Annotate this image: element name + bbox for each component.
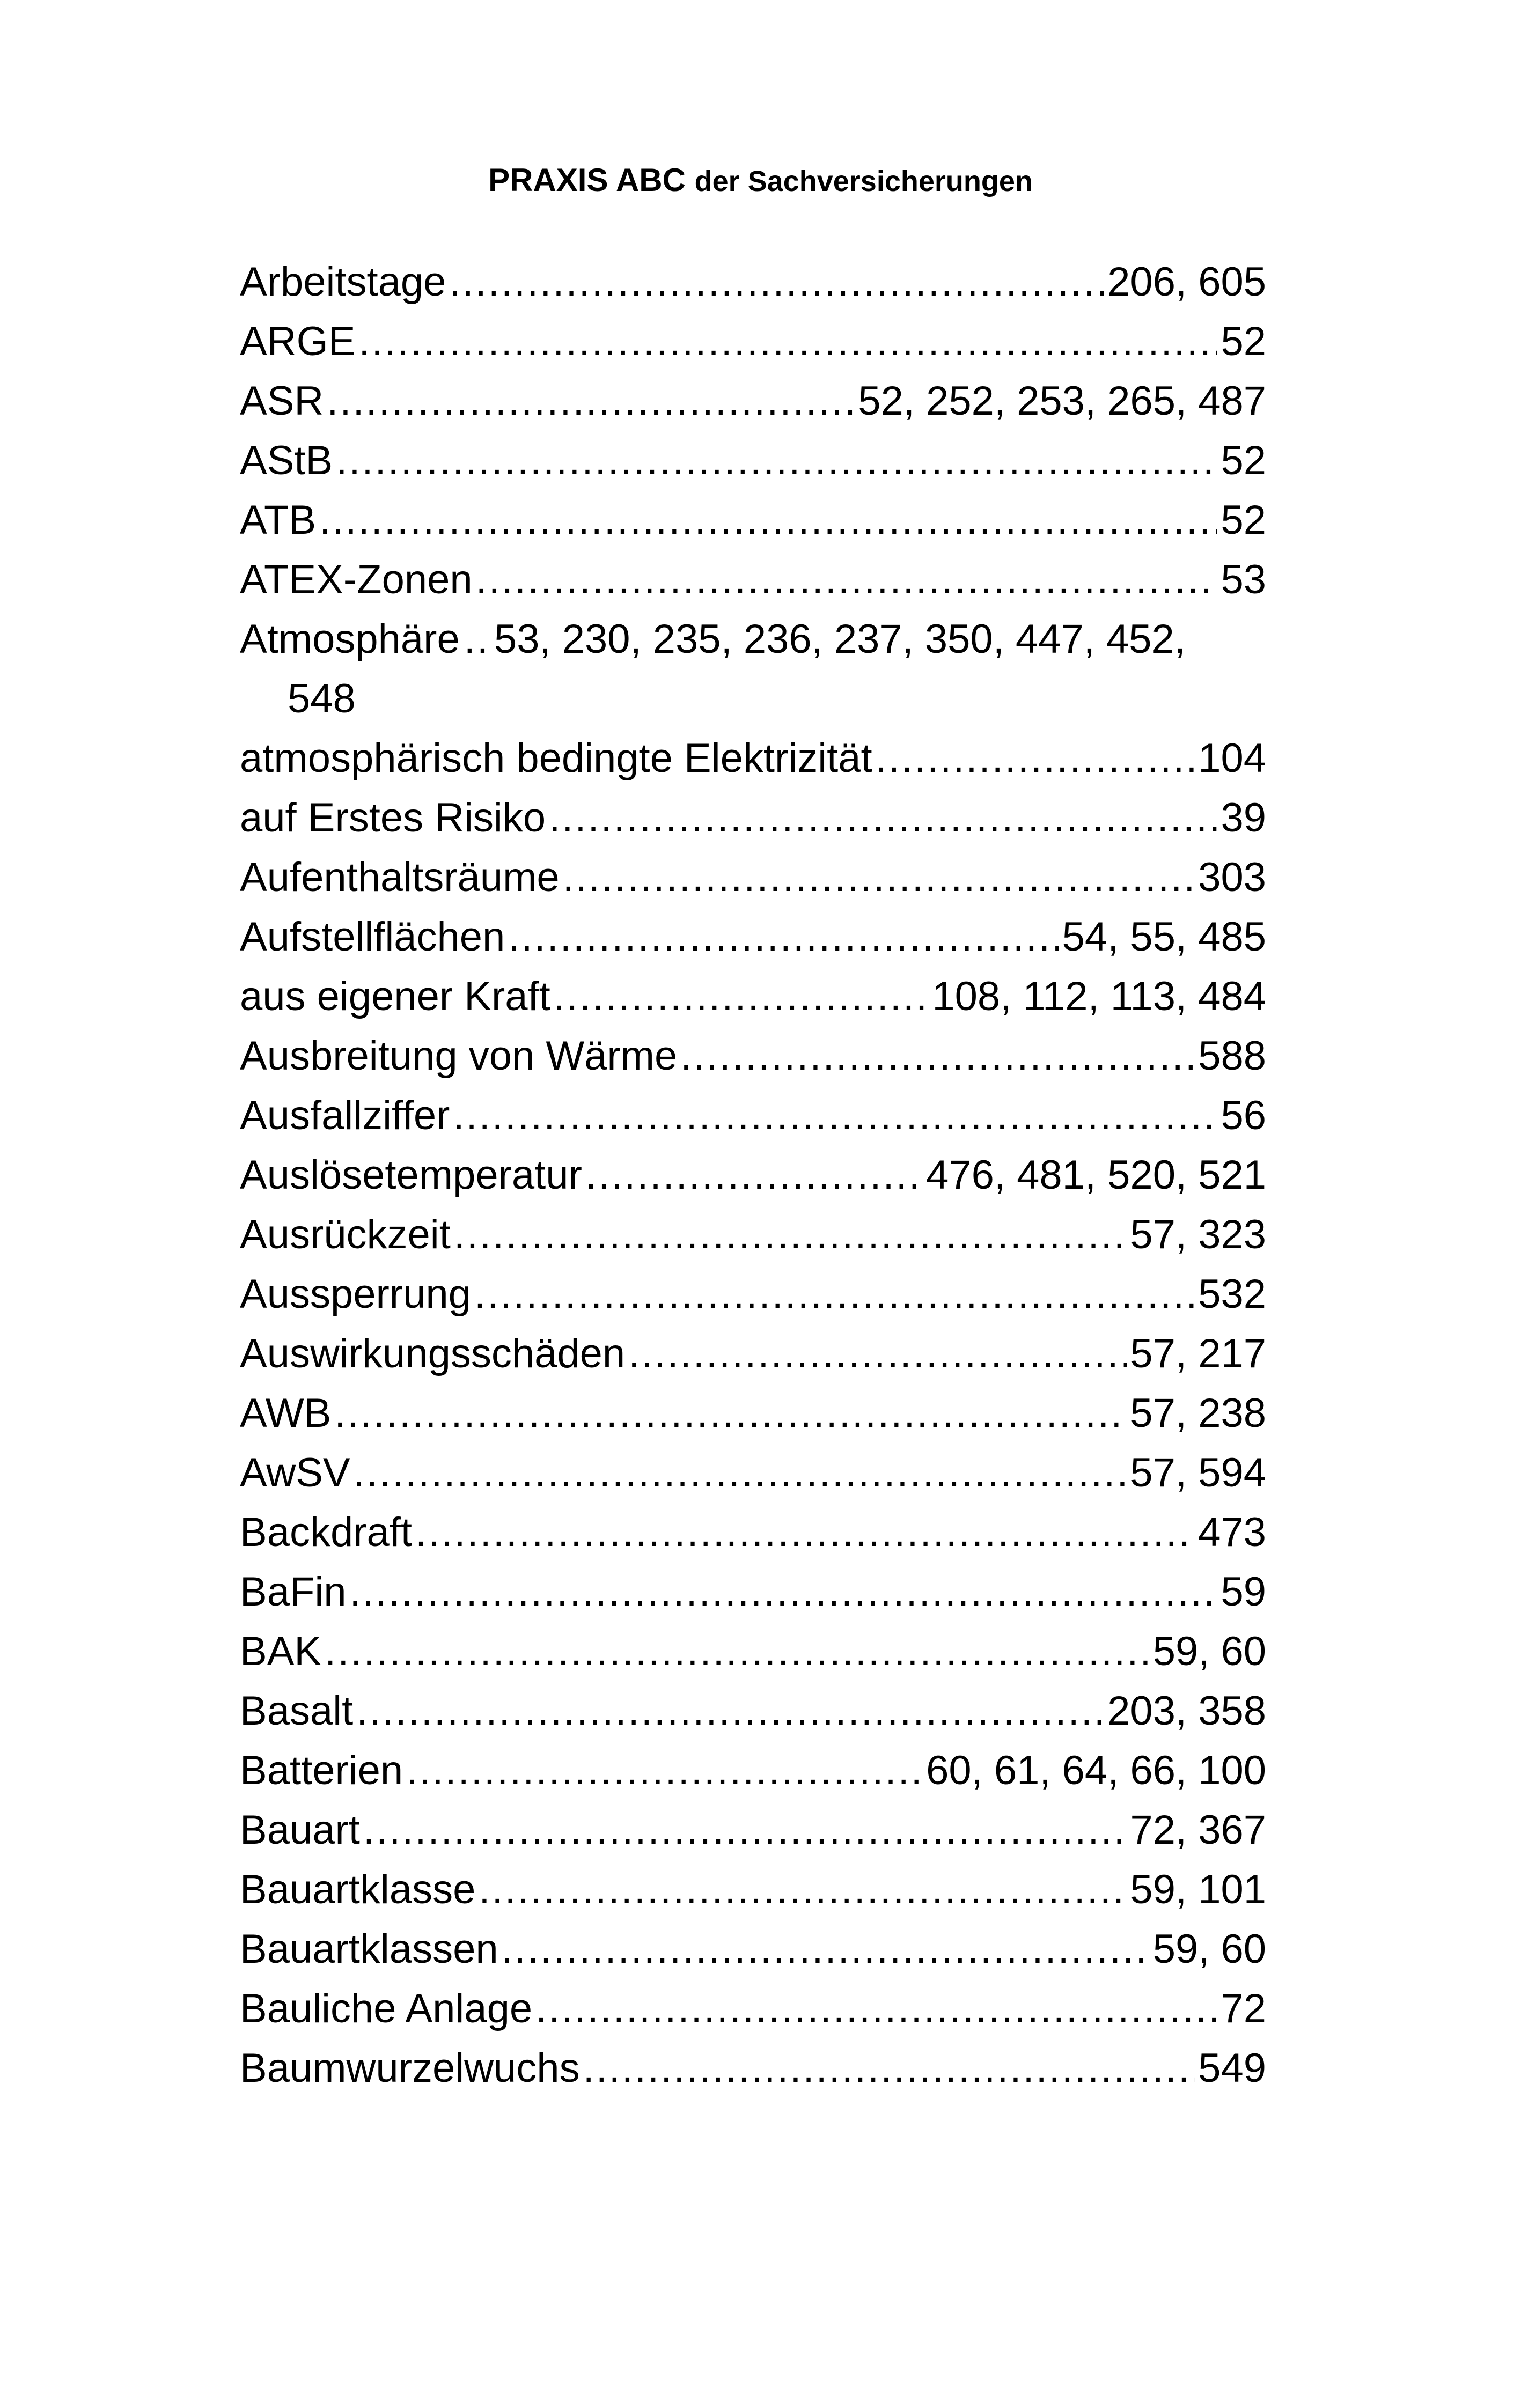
page-references: 57, 594 [1130,1450,1266,1496]
index-entry [240,1860,1266,1919]
index-list [240,252,1266,2098]
index-entry [240,1919,1266,1979]
index-entry [240,848,1266,907]
index-term: Ausfallziffer [240,1093,450,1138]
index-term: AStB [240,438,333,483]
index-entry [240,1264,1266,1324]
index-term: Bauartklassen [240,1926,498,1972]
running-header [0,159,1521,203]
index-entry [240,2038,1266,2098]
index-entry [240,907,1266,967]
index-entry [240,1383,1266,1443]
index-term: Arbeitstage [240,259,446,305]
index-entry [240,788,1266,848]
index-entry [240,728,1266,788]
dot-leader [535,1979,1217,2038]
page-references: 588 [1198,1033,1266,1079]
index-term: Bauliche Anlage [240,1986,533,2031]
page-references: 303 [1198,855,1266,900]
index-entry [240,1503,1266,1562]
index-entry [240,1145,1266,1205]
index-term: BaFin [240,1569,347,1615]
header-title: PRAXIS ABC [488,162,686,198]
index-entry [240,1681,1266,1741]
page-references: 54, 55, 485 [1062,914,1266,960]
page-references: 473 [1198,1509,1266,1555]
page-references: 476, 481, 520, 521 [926,1152,1266,1198]
dot-leader [336,431,1217,490]
page-references: 59, 60 [1152,1629,1266,1674]
index-term: ASR [240,378,324,424]
index-term: ATB [240,497,317,543]
dot-leader [476,550,1218,609]
dot-leader [325,1622,1150,1681]
dot-leader [680,1026,1195,1086]
index-term: Backdraft [240,1509,413,1555]
page-references: 549 [1198,2045,1266,2091]
index-entry [240,967,1266,1026]
index-entry [240,252,1266,312]
index-entry [240,609,1266,728]
page-references: 59, 60 [1152,1926,1266,1972]
page-references: 53 [1221,557,1266,602]
page-references: 72, 367 [1130,1807,1266,1853]
index-entry [240,1622,1266,1681]
index-term: Auslösetemperatur [240,1152,582,1198]
page-references: 52 [1221,438,1266,483]
index-term: Baumwurzelwuchs [240,2045,580,2091]
index-entry [240,550,1266,609]
dot-leader [363,1800,1127,1860]
index-entry [240,431,1266,490]
dot-leader [356,1681,1104,1741]
dot-leader [449,252,1104,312]
index-term: Ausbreitung von Wärme [240,1033,678,1079]
page-references: 59 [1221,1569,1266,1615]
dot-leader [327,371,855,431]
index-term: ARGE [240,319,356,364]
index-term: Aufenthaltsräume [240,855,560,900]
index-term: AWB [240,1390,332,1436]
index-term: aus eigener Kraft [240,974,550,1019]
index-term: Aufstellflächen [240,914,505,960]
dot-leader [628,1324,1127,1383]
index-term: auf Erstes Risiko [240,795,546,841]
index-term: BAK [240,1629,322,1674]
index-term: Bauartklasse [240,1867,476,1912]
header-subtitle: der Sachversicherungen [694,165,1033,197]
page-references: 52, 252, 253, 265, 487 [858,378,1266,424]
dot-leader [334,1383,1127,1443]
dot-leader [406,1741,923,1800]
index-entry [240,490,1266,550]
dot-leader [453,1086,1217,1145]
index-entry [240,1086,1266,1145]
dot-leader [549,788,1217,848]
page-references: 52 [1221,497,1266,543]
dot-leader [479,1860,1127,1919]
index-term: atmosphärisch bedingte Elektrizität [240,735,872,781]
dot-leader [876,728,1195,788]
index-entry [240,1800,1266,1860]
index-entry [240,1205,1266,1264]
index-entry [240,371,1266,431]
dot-leader [350,1562,1218,1622]
page-references: 57, 238 [1130,1390,1266,1436]
index-entry [240,1443,1266,1503]
index-entry [240,1026,1266,1086]
dot-leader [474,1264,1195,1324]
page-references: 56 [1221,1093,1266,1138]
dot-leader [583,2038,1195,2098]
index-entry [240,1562,1266,1622]
page-references: 59, 101 [1130,1867,1266,1912]
dot-leader [415,1503,1195,1562]
page-references: 53, 230, 235, 236, 237, 350, 447, 452, [494,616,1186,662]
dot-leader [563,848,1195,907]
index-term: Basalt [240,1688,354,1734]
dot-leader [454,1205,1127,1264]
dot-leader [508,907,1059,967]
page-references: 39 [1221,795,1266,841]
page-references: 72 [1221,1986,1266,2031]
index-entry [240,312,1266,371]
dot-leader [585,1145,923,1205]
dot-leader [502,1919,1150,1979]
index-term: Batterien [240,1748,403,1793]
page-references-continuation: 548 [288,676,356,721]
page-references: 57, 217 [1130,1331,1266,1376]
index-term: Ausrückzeit [240,1212,451,1257]
page-references: 206, 605 [1107,259,1266,305]
dot-leader [319,490,1217,550]
index-entry [240,1741,1266,1800]
index-term: ATEX-Zonen [240,557,473,602]
index-term: Atmosphäre [240,616,460,662]
page-references: 532 [1198,1271,1266,1317]
index-entry-line [240,609,1266,669]
index-term: Aussperrung [240,1271,471,1317]
page-references: 203, 358 [1107,1688,1266,1734]
dot-leader [358,312,1217,371]
page-references: 52 [1221,319,1266,364]
index-term: AwSV [240,1450,350,1496]
page-references: 60, 61, 64, 66, 100 [926,1748,1266,1793]
page-references: 57, 323 [1130,1212,1266,1257]
index-entry [240,1979,1266,2038]
dot-leader [354,1443,1127,1503]
dot-leader [554,967,929,1026]
page-references: 104 [1198,735,1266,781]
index-term: Auswirkungsschäden [240,1331,626,1376]
index-term: Bauart [240,1807,360,1853]
index-entry [240,1324,1266,1383]
page-references: 108, 112, 113, 484 [932,974,1266,1019]
dot-leader [464,609,490,669]
